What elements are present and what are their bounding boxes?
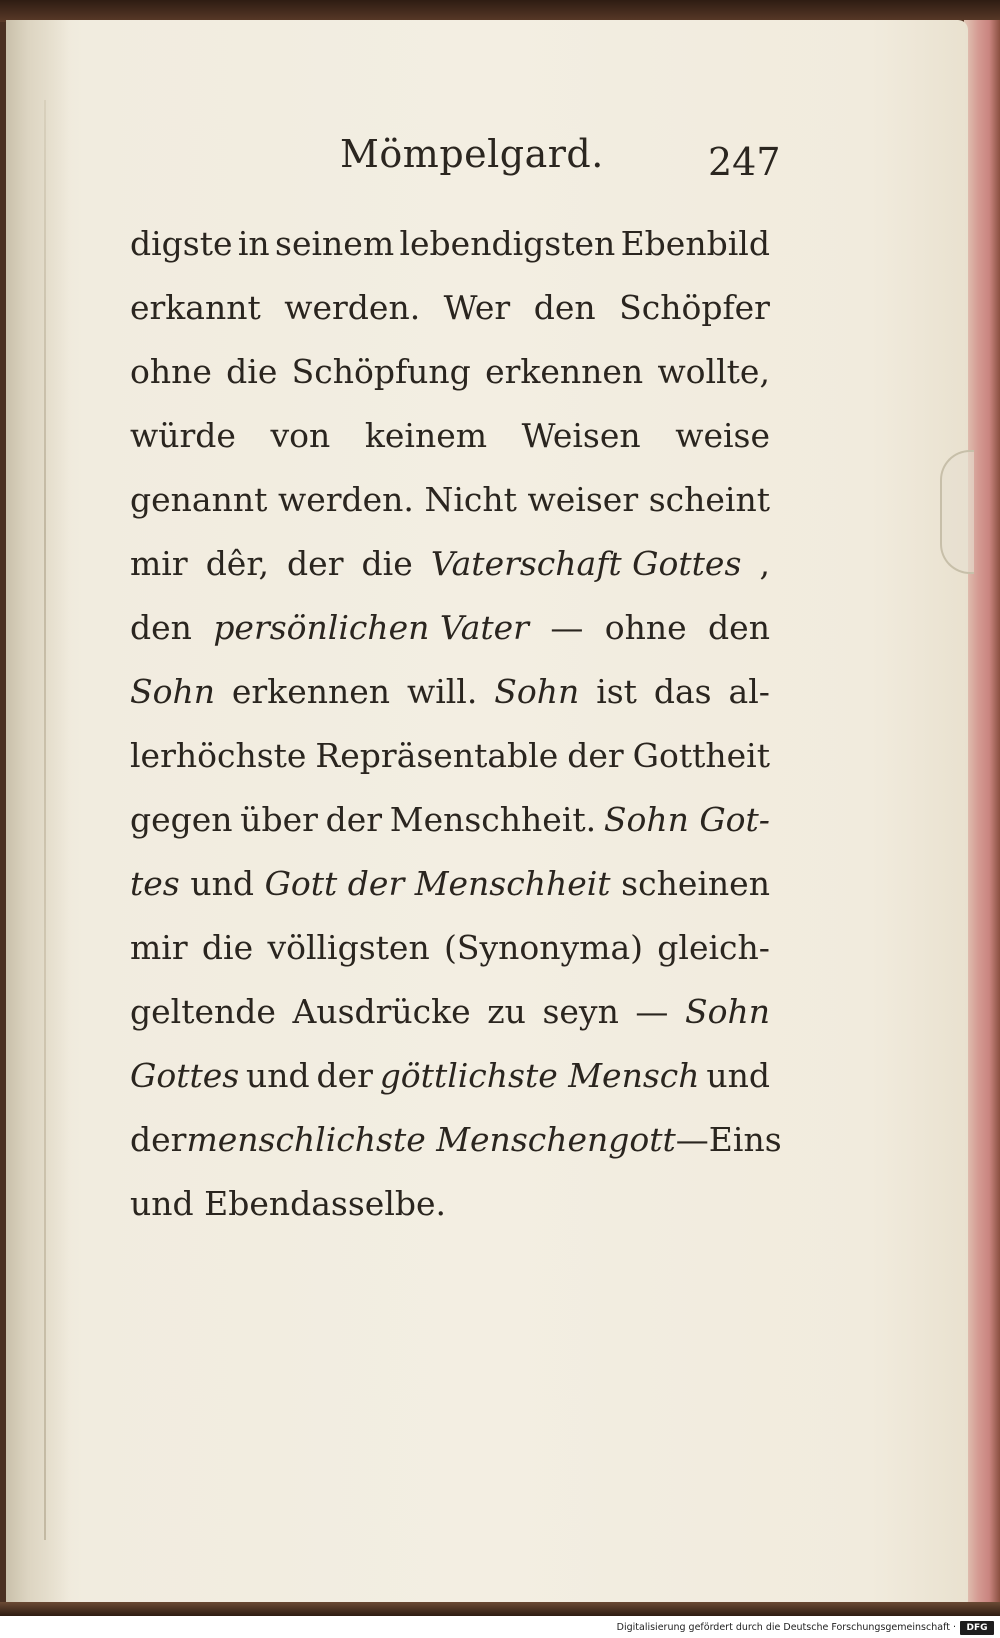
word: wollte, [657, 352, 770, 391]
page-gutter [6, 20, 70, 1610]
dfg-logo: DFG [960, 1621, 994, 1635]
word: lebendigsten [399, 224, 616, 263]
word: das [653, 672, 712, 711]
word: den [130, 608, 192, 647]
word: den [708, 608, 770, 647]
italic-word: persönlichen Vater [213, 608, 529, 647]
page-shadow-top [0, 0, 1000, 22]
word: scheinen [621, 864, 770, 903]
text-line [130, 1172, 770, 1236]
word: den [533, 288, 596, 327]
word: und Ebendasselbe. [130, 1184, 447, 1223]
word: die [226, 352, 278, 391]
italic-word: Gottes [130, 1056, 240, 1095]
word: Weisen [521, 416, 641, 455]
page-tab [940, 450, 974, 574]
word: will. [406, 672, 478, 711]
word: , [759, 544, 770, 583]
word: — [675, 1120, 709, 1159]
text-line [130, 1108, 782, 1172]
word: (Synonyma) [444, 928, 643, 967]
text-line [130, 596, 770, 660]
text-line [130, 276, 770, 340]
italic-word: tes [130, 864, 180, 903]
word: die [201, 928, 254, 967]
word: werden. [284, 288, 421, 327]
word: mir [130, 544, 188, 583]
text-line [130, 788, 770, 852]
gutter-line [44, 100, 46, 1540]
word: seinem [275, 224, 395, 263]
word: der [325, 800, 383, 839]
word: der [316, 1056, 373, 1095]
text-line [130, 532, 770, 596]
italic-word: Sohn [130, 672, 215, 711]
word: und [246, 1056, 310, 1095]
word: ohne [604, 608, 687, 647]
italic-word: göttlichste Mensch [379, 1056, 700, 1095]
text-line [130, 852, 770, 916]
word: zu [487, 992, 526, 1031]
word: gleich- [657, 928, 770, 967]
running-head: Mömpelgard. [340, 132, 604, 176]
page-number: 247 [708, 140, 781, 184]
word: würde [130, 416, 236, 455]
word: Ebenbild [620, 224, 770, 263]
word: erkannt [130, 288, 261, 327]
word: ohne [130, 352, 212, 391]
page-edge-right [964, 20, 1000, 1610]
italic-word: menschlichste Menschengott [186, 1120, 676, 1159]
word: der [287, 544, 344, 583]
word: Nicht [424, 480, 517, 519]
word: Repräsentable [315, 736, 559, 775]
word: Gottheit [632, 736, 770, 775]
word: geltende [130, 992, 276, 1031]
word: der [567, 736, 624, 775]
word: dêr, [205, 544, 269, 583]
word: die [361, 544, 413, 583]
word: von [270, 416, 331, 455]
body-text [130, 212, 782, 1236]
italic-word: Gott der Menschheit [264, 864, 611, 903]
text-line [130, 212, 770, 276]
word: erkennen [485, 352, 644, 391]
word: werden. [277, 480, 414, 519]
word: keinem [364, 416, 488, 455]
footer-credit: Digitalisierung gefördert durch die Deutsche Forschungsgemeinschaft · [616, 1622, 956, 1633]
text-line [130, 404, 770, 468]
word: völligsten [267, 928, 430, 967]
word: weiser [527, 480, 639, 519]
italic-word: Vaterschaft Gottes [430, 544, 742, 583]
text-line [130, 724, 770, 788]
word: über [240, 800, 318, 839]
text-line [130, 980, 770, 1044]
word: Eins [708, 1120, 782, 1159]
text-line [130, 340, 770, 404]
word: erkennen [231, 672, 391, 711]
word: Schöpfer [619, 288, 770, 327]
word: der [130, 1120, 187, 1159]
word: gegen [130, 800, 233, 839]
italic-word: Sohn Got- [603, 800, 770, 839]
word: — [550, 608, 584, 647]
text-line [130, 916, 770, 980]
word: genannt [130, 480, 268, 519]
text-line [130, 660, 770, 724]
word: mir [130, 928, 188, 967]
word: Ausdrücke [292, 992, 471, 1031]
word: Wer [443, 288, 511, 327]
word: in [237, 224, 270, 263]
text-line [130, 1044, 770, 1108]
word: scheint [648, 480, 770, 519]
italic-word: Sohn [494, 672, 580, 711]
text-line [130, 468, 770, 532]
word: Menschheit. [389, 800, 597, 839]
italic-word: Sohn [685, 992, 770, 1031]
word: weise [675, 416, 770, 455]
word: digste [130, 224, 233, 263]
word: und [706, 1056, 770, 1095]
word: al- [728, 672, 770, 711]
word: — [635, 992, 669, 1031]
word: ist [596, 672, 637, 711]
page-shadow-bottom [0, 1602, 1000, 1616]
word: und [190, 864, 254, 903]
word: lerhöchste [130, 736, 307, 775]
word: seyn [542, 992, 619, 1031]
word: Schöpfung [291, 352, 471, 391]
